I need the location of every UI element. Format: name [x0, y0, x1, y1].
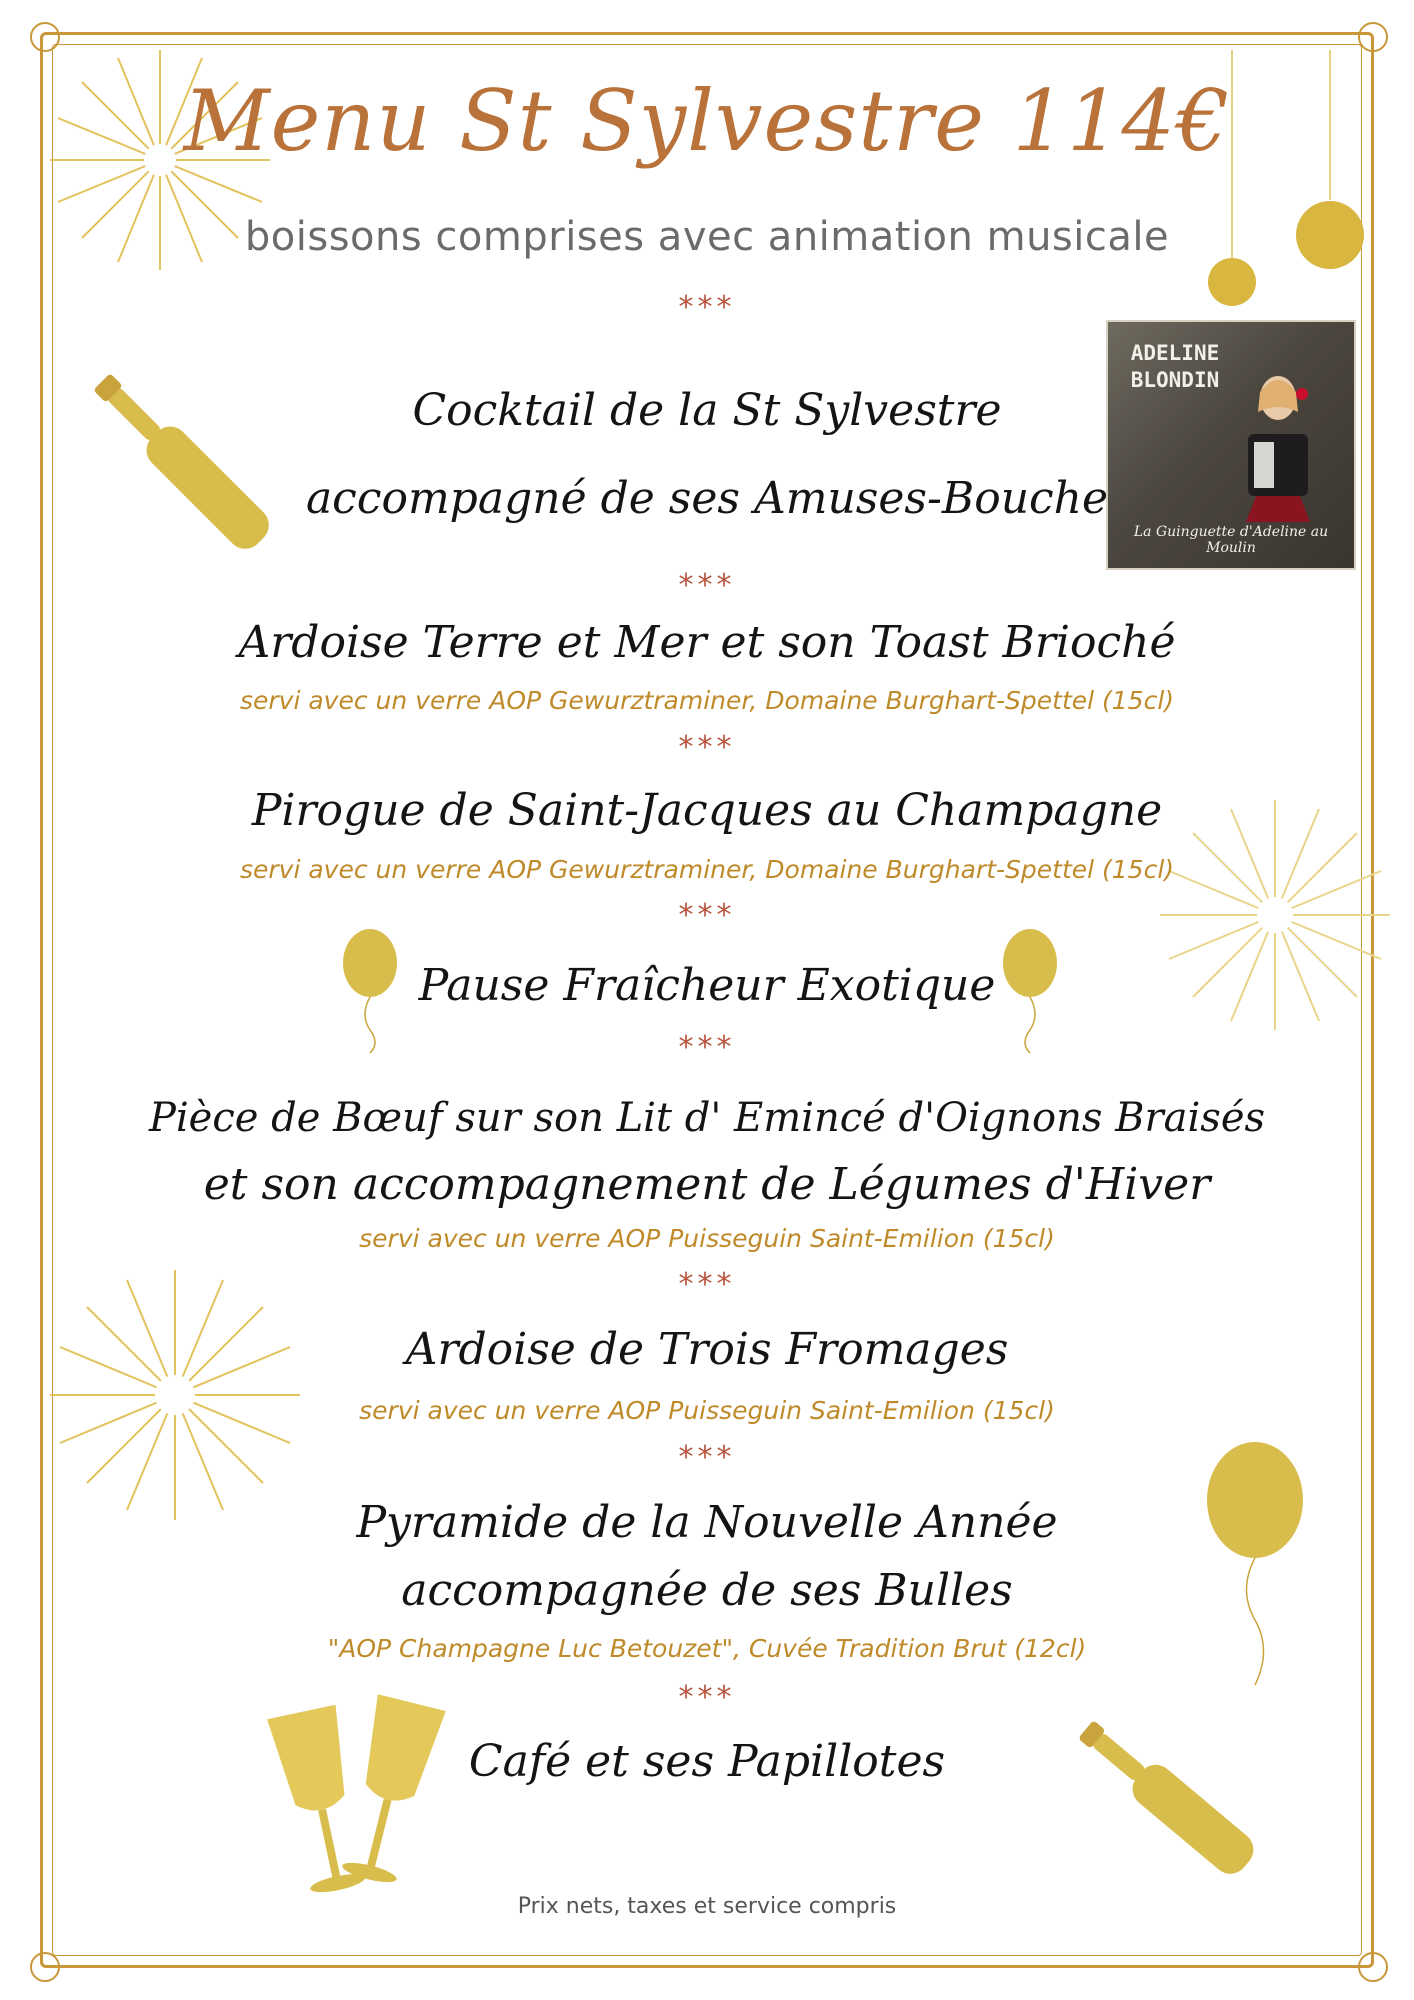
menu-title: Menu St Sylvestre 114€ — [183, 72, 1231, 170]
album-artist-line: ADELINE — [1130, 341, 1220, 365]
corner-ornament — [1358, 1952, 1388, 1982]
separator: *** — [678, 290, 736, 325]
album-cover-image — [1106, 320, 1356, 570]
footer-note: Prix nets, taxes et service compris — [517, 1894, 897, 1919]
separator: *** — [678, 568, 736, 603]
champagne-bottle-icon — [1050, 1700, 1290, 1900]
dish-name: Café et ses Papillotes — [468, 1736, 946, 1787]
wine-pairing: servi avec un verre AOP Gewurztraminer, Domaine Burghart-Spettel (15cl) — [239, 686, 1175, 715]
menu-subtitle: boissons comprises avec animation musicale — [244, 214, 1170, 260]
dish-name: Ardoise Terre et Mer et son Toast Brioché — [238, 617, 1176, 668]
dish-name: Pause Fraîcheur Exotique — [418, 960, 996, 1011]
wine-pairing: servi avec un verre AOP Puisseguin Saint-Emilion (15cl) — [359, 1396, 1055, 1425]
separator: *** — [678, 898, 736, 933]
separator: *** — [678, 1267, 736, 1302]
corner-ornament — [1358, 22, 1388, 52]
dish-name: accompagnée de ses Bulles — [401, 1565, 1013, 1616]
dish-name: Ardoise de Trois Fromages — [405, 1324, 1009, 1375]
wine-pairing: servi avec un verre AOP Puisseguin Saint-Emilion (15cl) — [359, 1224, 1055, 1253]
separator: *** — [678, 1030, 736, 1065]
separator: *** — [678, 1440, 736, 1475]
dish-name: Cocktail de la St Sylvestre — [412, 385, 1002, 436]
corner-ornament — [30, 1952, 60, 1982]
dish-name: Pyramide de la Nouvelle Année — [356, 1497, 1058, 1548]
separator: *** — [678, 1680, 736, 1715]
wine-pairing: "AOP Champagne Luc Betouzet", Cuvée Tradition Brut (12cl) — [327, 1634, 1087, 1663]
dish-name: Pirogue de Saint-Jacques au Champagne — [251, 785, 1163, 836]
champagne-glasses-icon — [260, 1680, 450, 1920]
album-artist-line: BLONDIN — [1130, 368, 1220, 392]
dish-name: accompagné de ses Amuses-Bouche — [305, 473, 1109, 524]
dish-name: Pièce de Bœuf sur son Lit d' Emincé d'Oignons Braisés — [148, 1095, 1266, 1141]
wine-pairing: servi avec un verre AOP Gewurztraminer, Domaine Burghart-Spettel (15cl) — [239, 855, 1175, 884]
album-caption: La Guinguette d'Adeline au Moulin — [1133, 524, 1329, 556]
dish-name: et son accompagnement de Légumes d'Hiver — [203, 1159, 1211, 1210]
separator: *** — [678, 730, 736, 765]
